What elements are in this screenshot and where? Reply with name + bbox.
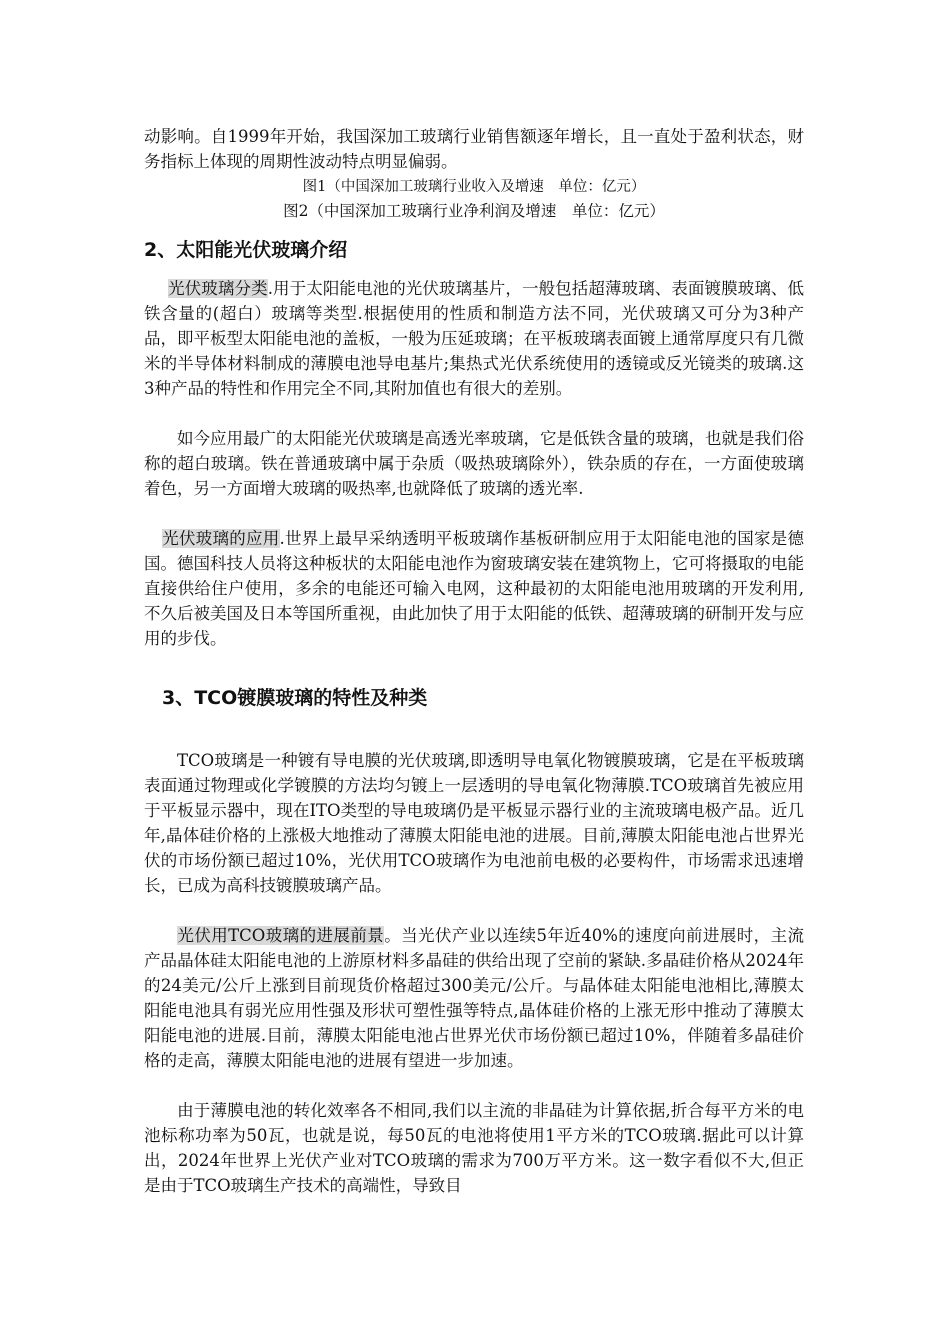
highlight-term: 光伏玻璃分类	[168, 279, 268, 298]
figure-1-caption: 图1（中国深加工玻璃行业收入及增速 单位：亿元）	[302, 179, 646, 195]
section-3-heading: 3、TCO镀膜玻璃的特性及种类	[162, 687, 428, 709]
section-2-paragraph-3	[144, 526, 804, 651]
paragraph-text: .世界上最早采纳透明平板玻璃作基板研制应用于太阳能电池的国家是德国。德国科技人员将这种板状的太阳能电池作为窗玻璃安装在建筑物上，它可将摄取的电能直接供给住户使用，多余的电能还可输入电网，这种最初的太阳能电池用玻璃的开发利用,不久后被美国及日本等国所重视，由此加快了用于太阳能的低铁、超薄玻璃的研制开发与应用的步伐。	[144, 529, 804, 648]
figure-2-caption: 图2（中国深加工玻璃行业净利润及增速 单位：亿元）	[283, 202, 665, 220]
intro-paragraph: 动影响。自1999年开始，我国深加工玻璃行业销售额逐年增长，且一直处于盈利状态，财务指标上体现的周期性波动特点明显偏弱。	[144, 127, 804, 171]
section-3-paragraph-1	[144, 748, 804, 898]
section-2-heading: 2、太阳能光伏玻璃介绍	[144, 239, 348, 261]
highlight-term: 光伏用TCO玻璃的进展前景	[177, 926, 385, 945]
section-3-paragraph-3	[144, 1098, 804, 1198]
highlight-term: 光伏玻璃的应用	[162, 529, 280, 548]
paragraph-text: TCO玻璃是一种镀有导电膜的光伏玻璃,即透明导电氧化物镀膜玻璃，它是在平板玻璃表面通过物理或化学镀膜的方法均匀镀上一层透明的导电氧化物薄膜.TCO玻璃首先被应用于平板显示器中，现在ITO类型的导电玻璃仍是平板显示器行业的主流玻璃电极产品。近几年,晶体硅价格的上涨极大地推动了薄膜太阳能电池的进展。目前,薄膜太阳能电池占世界光伏的市场份额已超过10%，光伏用TCO玻璃作为电池前电极的必要构件，市场需求迅速增长，已成为高科技镀膜玻璃产品。	[144, 751, 804, 895]
paragraph-text: 由于薄膜电池的转化效率各不相同,我们以主流的非晶硅为计算依据,折合每平方米的电池标称功率为50瓦，也就是说，每50瓦的电池将使用1平方米的TCO玻璃.据此可以计算出，2024年世界上光伏产业对TCO玻璃的需求为700万平方米。这一数字看似不大,但正是由于TCO玻璃生产技术的高端性，导致目	[144, 1101, 804, 1195]
paragraph-text: 。当光伏产业以连续5年近40%的速度向前进展时，主流产品晶体硅太阳能电池的上游原材料多晶硅的供给出现了空前的紧缺.多晶硅价格从2024年的24美元/公斤上涨到目前现货价格超过300美元/公斤。与晶体硅太阳能电池相比,薄膜太阳能电池具有弱光应用性强及形状可塑性强等特点,晶体硅价格的上涨无形中推动了薄膜太阳能电池的进展.目前，薄膜太阳能电池占世界光伏市场份额已超过10%，伴随着多晶硅价格的走高，薄膜太阳能电池的进展有望进一步加速。	[144, 926, 804, 1070]
section-2-paragraph-2	[144, 426, 804, 501]
section-3-paragraph-2	[144, 923, 804, 1073]
paragraph-text: 如今应用最广的太阳能光伏玻璃是高透光率玻璃，它是低铁含量的玻璃，也就是我们俗称的超白玻璃。铁在普通玻璃中属于杂质（吸热玻璃除外），铁杂质的存在，一方面使玻璃着色，另一方面增大玻璃的吸热率,也就降低了玻璃的透光率.	[144, 429, 804, 498]
section-2-paragraph-1	[144, 276, 804, 401]
paragraph-text: .用于太阳能电池的光伏玻璃基片，一般包括超薄玻璃、表面镀膜玻璃、低铁含量的(超白）玻璃等类型.根据使用的性质和制造方法不同，光伏玻璃又可分为3种产品，即平板型太阳能电池的盖板，一般为压延玻璃；在平板玻璃表面镀上通常厚度只有几微米的半导体材料制成的薄膜电池导电基片;集热式光伏系统使用的透镜或反光镜类的玻璃.这3种产品的特性和作用完全不同,其附加值也有很大的差别。	[144, 279, 805, 398]
